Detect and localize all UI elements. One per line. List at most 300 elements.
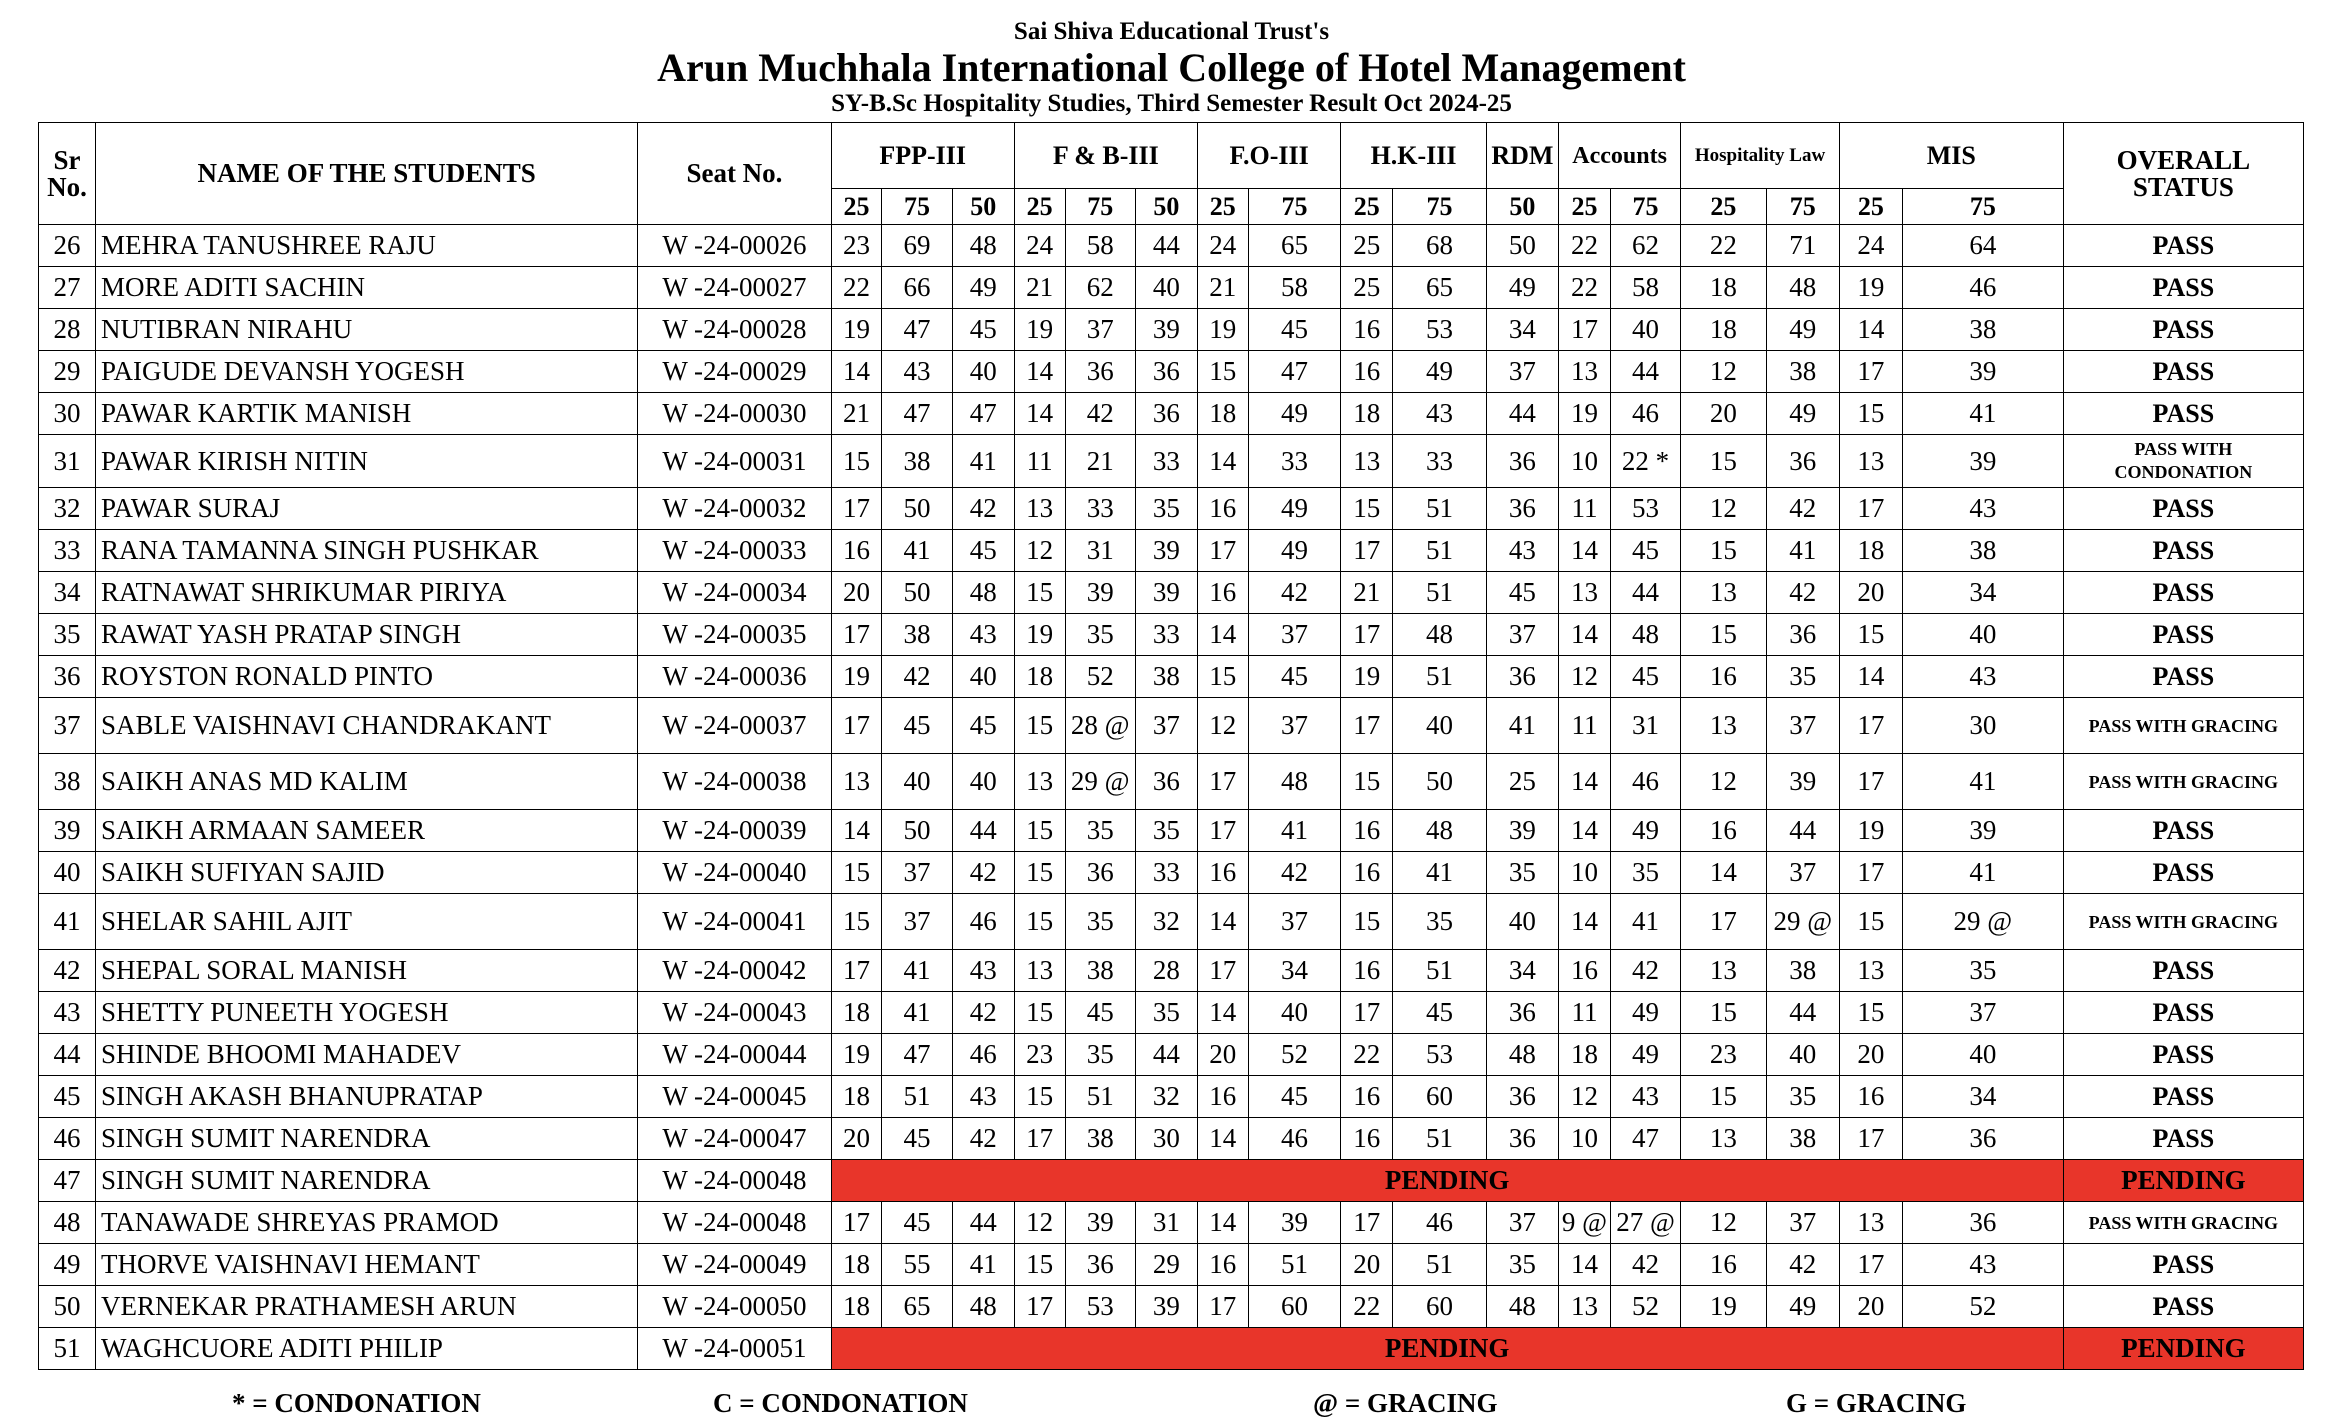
mark-cell: 49 xyxy=(1248,530,1341,572)
max-marks-cell: 75 xyxy=(882,189,952,225)
mark-cell: 39 xyxy=(1486,810,1558,852)
mark-cell: 16 xyxy=(831,530,882,572)
mark-cell: 17 xyxy=(1839,1244,1902,1286)
sr-no-cell: 37 xyxy=(39,698,96,754)
table-row xyxy=(39,754,2304,810)
max-marks-cell: 25 xyxy=(1681,189,1766,225)
mark-cell: 52 xyxy=(1902,1286,2063,1328)
mark-cell: 42 xyxy=(952,488,1014,530)
mark-cell: 11 xyxy=(1014,435,1065,488)
seat-no-cell: W -24-00037 xyxy=(638,698,831,754)
mark-cell: 22 xyxy=(1559,225,1611,267)
mark-cell: 29 @ xyxy=(1766,894,1839,950)
mark-cell: 33 xyxy=(1393,435,1487,488)
legend-item: G = GRACING xyxy=(1786,1388,1967,1418)
mark-cell: 48 xyxy=(1486,1286,1558,1328)
mark-cell: 41 xyxy=(1902,393,2063,435)
trust-name: Sai Shiva Educational Trust's xyxy=(1013,18,1330,45)
student-name-cell: PAWAR SURAJ xyxy=(95,488,637,530)
mark-cell: 14 xyxy=(1197,1118,1248,1160)
mark-cell: 18 xyxy=(1341,393,1393,435)
mark-cell: 38 xyxy=(1902,530,2063,572)
mark-cell: 43 xyxy=(1393,393,1487,435)
mark-cell: 49 xyxy=(1248,488,1341,530)
table-row xyxy=(39,1160,2304,1202)
mark-cell: 15 xyxy=(1681,1076,1766,1118)
table-row xyxy=(39,1118,2304,1160)
mark-cell: 16 xyxy=(1197,1076,1248,1118)
mark-cell: 9 @ xyxy=(1559,1202,1611,1244)
mark-cell: 45 xyxy=(1486,572,1558,614)
mark-cell: 53 xyxy=(1393,1034,1487,1076)
mark-cell: 36 xyxy=(1486,488,1558,530)
mark-cell: 44 xyxy=(1766,992,1839,1034)
mark-cell: 20 xyxy=(1839,1034,1902,1076)
mark-cell: 18 xyxy=(1197,393,1248,435)
mark-cell: 32 xyxy=(1135,1076,1197,1118)
table-row xyxy=(39,950,2304,992)
mark-cell: 41 xyxy=(1902,852,2063,894)
student-name-cell: THORVE VAISHNAVI HEMANT xyxy=(95,1244,637,1286)
mark-cell: 39 xyxy=(1135,572,1197,614)
mark-cell: 36 xyxy=(1135,754,1197,810)
seat-no-cell: W -24-00033 xyxy=(638,530,831,572)
mark-cell: 51 xyxy=(1393,530,1487,572)
sr-no-cell: 29 xyxy=(39,351,96,393)
sr-no-header: Sr No. xyxy=(39,123,96,225)
sr-no-cell: 42 xyxy=(39,950,96,992)
mark-cell: 33 xyxy=(1135,852,1197,894)
mark-cell: 37 xyxy=(1486,1202,1558,1244)
mark-cell: 24 xyxy=(1197,225,1248,267)
mark-cell: 17 xyxy=(1839,351,1902,393)
mark-cell: 30 xyxy=(1902,698,2063,754)
mark-cell: 40 xyxy=(1766,1034,1839,1076)
mark-cell: 37 xyxy=(1902,992,2063,1034)
mark-cell: 17 xyxy=(1839,488,1902,530)
mark-cell: 39 xyxy=(1135,309,1197,351)
mark-cell: 38 xyxy=(1902,309,2063,351)
mark-cell: 21 xyxy=(1197,267,1248,309)
seat-no-cell: W -24-00028 xyxy=(638,309,831,351)
mark-cell: 47 xyxy=(1610,1118,1680,1160)
mark-cell: 49 xyxy=(1393,351,1487,393)
seat-no-cell: W -24-00026 xyxy=(638,225,831,267)
seat-no-cell: W -24-00035 xyxy=(638,614,831,656)
max-marks-cell: 75 xyxy=(1610,189,1680,225)
mark-cell: 15 xyxy=(1839,992,1902,1034)
max-marks-cell: 25 xyxy=(1839,189,1902,225)
sr-no-cell: 36 xyxy=(39,656,96,698)
mark-cell: 37 xyxy=(1766,698,1839,754)
mark-cell: 32 xyxy=(1135,894,1197,950)
mark-cell: 33 xyxy=(1135,435,1197,488)
mark-cell: 69 xyxy=(882,225,952,267)
max-marks-cell: 75 xyxy=(1766,189,1839,225)
mark-cell: 12 xyxy=(1559,1076,1611,1118)
mark-cell: 15 xyxy=(1681,530,1766,572)
mark-cell: 35 xyxy=(1135,810,1197,852)
mark-cell: 51 xyxy=(1393,656,1487,698)
mark-cell: 37 xyxy=(1248,698,1341,754)
mark-cell: 49 xyxy=(1610,810,1680,852)
mark-cell: 38 xyxy=(1065,950,1135,992)
seat-no-cell: W -24-00034 xyxy=(638,572,831,614)
sr-no-cell: 45 xyxy=(39,1076,96,1118)
mark-cell: 14 xyxy=(1559,810,1611,852)
mark-cell: 28 xyxy=(1135,950,1197,992)
mark-cell: 19 xyxy=(831,309,882,351)
mark-cell: 15 xyxy=(1341,754,1393,810)
table-row xyxy=(39,435,2304,488)
mark-cell: 60 xyxy=(1393,1286,1487,1328)
mark-cell: 29 @ xyxy=(1902,894,2063,950)
mark-cell: 37 xyxy=(1248,614,1341,656)
mark-cell: 58 xyxy=(1610,267,1680,309)
mark-cell: 14 xyxy=(1197,435,1248,488)
status-cell: PASS xyxy=(2063,393,2303,435)
status-cell: PASS xyxy=(2063,992,2303,1034)
mark-cell: 60 xyxy=(1393,1076,1487,1118)
mark-cell: 17 xyxy=(1341,614,1393,656)
mark-cell: 35 xyxy=(1393,894,1487,950)
mark-cell: 40 xyxy=(1902,1034,2063,1076)
mark-cell: 41 xyxy=(882,992,952,1034)
mark-cell: 14 xyxy=(1197,1202,1248,1244)
max-marks-cell: 75 xyxy=(1248,189,1341,225)
table-row xyxy=(39,225,2304,267)
mark-cell: 14 xyxy=(1014,393,1065,435)
mark-cell: 19 xyxy=(1839,810,1902,852)
mark-cell: 15 xyxy=(1014,992,1065,1034)
mark-cell: 40 xyxy=(952,351,1014,393)
subject-fb-header: F & B-III xyxy=(1014,123,1197,189)
max-marks-cell: 25 xyxy=(1014,189,1065,225)
mark-cell: 36 xyxy=(1486,435,1558,488)
mark-cell: 65 xyxy=(1248,225,1341,267)
sr-no-cell: 46 xyxy=(39,1118,96,1160)
mark-cell: 35 xyxy=(1486,852,1558,894)
mark-cell: 41 xyxy=(1393,852,1487,894)
mark-cell: 14 xyxy=(1197,614,1248,656)
mark-cell: 36 xyxy=(1486,656,1558,698)
mark-cell: 20 xyxy=(1341,1244,1393,1286)
status-cell: PASS xyxy=(2063,225,2303,267)
mark-cell: 17 xyxy=(1839,1118,1902,1160)
mark-cell: 36 xyxy=(1065,351,1135,393)
subject-hospitality-law-header: Hospitality Law xyxy=(1681,123,1840,189)
mark-cell: 23 xyxy=(831,225,882,267)
mark-cell: 49 xyxy=(1766,393,1839,435)
mark-cell: 51 xyxy=(1393,488,1487,530)
mark-cell: 48 xyxy=(1486,1034,1558,1076)
mark-cell: 35 xyxy=(1065,894,1135,950)
mark-cell: 50 xyxy=(882,572,952,614)
mark-cell: 10 xyxy=(1559,1118,1611,1160)
table-row xyxy=(39,810,2304,852)
mark-cell: 12 xyxy=(1014,1202,1065,1244)
mark-cell: 51 xyxy=(1393,950,1487,992)
mark-cell: 18 xyxy=(1681,309,1766,351)
student-name-cell: MEHRA TANUSHREE RAJU xyxy=(95,225,637,267)
table-row xyxy=(39,1034,2304,1076)
sr-no-cell: 47 xyxy=(39,1160,96,1202)
mark-cell: 43 xyxy=(952,614,1014,656)
mark-cell: 18 xyxy=(831,1244,882,1286)
max-marks-cell: 75 xyxy=(1902,189,2063,225)
status-cell: PASS xyxy=(2063,267,2303,309)
max-marks-cell: 50 xyxy=(1486,189,1558,225)
header-row-subjects xyxy=(39,123,2304,189)
mark-cell: 50 xyxy=(882,488,952,530)
sr-no-cell: 30 xyxy=(39,393,96,435)
mark-cell: 24 xyxy=(1839,225,1902,267)
mark-cell: 14 xyxy=(831,351,882,393)
mark-cell: 13 xyxy=(831,754,882,810)
mark-cell: 15 xyxy=(1014,1076,1065,1118)
mark-cell: 17 xyxy=(831,614,882,656)
mark-cell: 16 xyxy=(1197,488,1248,530)
mark-cell: 16 xyxy=(1341,309,1393,351)
student-name-cell: RANA TAMANNA SINGH PUSHKAR xyxy=(95,530,637,572)
mark-cell: 40 xyxy=(1393,698,1487,754)
mark-cell: 23 xyxy=(1014,1034,1065,1076)
mark-cell: 16 xyxy=(1197,572,1248,614)
mark-cell: 38 xyxy=(1766,351,1839,393)
mark-cell: 36 xyxy=(1486,1118,1558,1160)
mark-cell: 38 xyxy=(1135,656,1197,698)
max-marks-cell: 25 xyxy=(831,189,882,225)
mark-cell: 17 xyxy=(1681,894,1766,950)
mark-cell: 43 xyxy=(1902,656,2063,698)
table-row xyxy=(39,852,2304,894)
mark-cell: 10 xyxy=(1559,435,1611,488)
mark-cell: 53 xyxy=(1393,309,1487,351)
mark-cell: 17 xyxy=(1014,1286,1065,1328)
table-row xyxy=(39,656,2304,698)
mark-cell: 38 xyxy=(1766,1118,1839,1160)
mark-cell: 42 xyxy=(882,656,952,698)
mark-cell: 51 xyxy=(1393,1118,1487,1160)
mark-cell: 15 xyxy=(1681,614,1766,656)
mark-cell: 15 xyxy=(1341,488,1393,530)
student-name-cell: VERNEKAR PRATHAMESH ARUN xyxy=(95,1286,637,1328)
max-marks-cell: 75 xyxy=(1393,189,1487,225)
mark-cell: 40 xyxy=(1610,309,1680,351)
mark-cell: 20 xyxy=(1681,393,1766,435)
mark-cell: 17 xyxy=(1341,698,1393,754)
seat-no-cell: W -24-00042 xyxy=(638,950,831,992)
student-name-cell: SHINDE BHOOMI MAHADEV xyxy=(95,1034,637,1076)
mark-cell: 40 xyxy=(1135,267,1197,309)
table-row xyxy=(39,393,2304,435)
seat-no-cell: W -24-00048 xyxy=(638,1202,831,1244)
mark-cell: 43 xyxy=(1486,530,1558,572)
student-name-cell: SAIKH SUFIYAN SAJID xyxy=(95,852,637,894)
mark-cell: 36 xyxy=(1486,1076,1558,1118)
mark-cell: 31 xyxy=(1610,698,1680,754)
student-name-cell: SINGH SUMIT NARENDRA xyxy=(95,1160,637,1202)
table-row xyxy=(39,530,2304,572)
mark-cell: 41 xyxy=(1610,894,1680,950)
subject-hk-header: H.K-III xyxy=(1341,123,1486,189)
mark-cell: 41 xyxy=(952,1244,1014,1286)
table-row xyxy=(39,309,2304,351)
mark-cell: 37 xyxy=(1766,852,1839,894)
mark-cell: 15 xyxy=(1839,894,1902,950)
mark-cell: 15 xyxy=(1197,351,1248,393)
mark-cell: 37 xyxy=(1766,1202,1839,1244)
mark-cell: 17 xyxy=(1197,950,1248,992)
table-row xyxy=(39,351,2304,393)
seat-no-header: Seat No. xyxy=(638,123,831,225)
mark-cell: 45 xyxy=(882,1202,952,1244)
mark-cell: 52 xyxy=(1248,1034,1341,1076)
table-row xyxy=(39,1202,2304,1244)
status-cell: PASS xyxy=(2063,656,2303,698)
status-cell: PASS WITH GRACING xyxy=(2063,1202,2303,1244)
sr-no-cell: 31 xyxy=(39,435,96,488)
sr-no-cell: 35 xyxy=(39,614,96,656)
mark-cell: 34 xyxy=(1248,950,1341,992)
mark-cell: 20 xyxy=(1197,1034,1248,1076)
seat-no-cell: W -24-00041 xyxy=(638,894,831,950)
mark-cell: 30 xyxy=(1135,1118,1197,1160)
pending-cell: PENDING xyxy=(831,1328,2063,1370)
mark-cell: 13 xyxy=(1681,698,1766,754)
mark-cell: 13 xyxy=(1559,572,1611,614)
status-cell: PASS xyxy=(2063,810,2303,852)
mark-cell: 37 xyxy=(1248,894,1341,950)
mark-cell: 14 xyxy=(1197,992,1248,1034)
mark-cell: 52 xyxy=(1065,656,1135,698)
mark-cell: 45 xyxy=(882,698,952,754)
mark-cell: 11 xyxy=(1559,698,1611,754)
mark-cell: 51 xyxy=(1393,572,1487,614)
table-row xyxy=(39,267,2304,309)
mark-cell: 23 xyxy=(1681,1034,1766,1076)
mark-cell: 12 xyxy=(1197,698,1248,754)
mark-cell: 17 xyxy=(1341,992,1393,1034)
mark-cell: 15 xyxy=(1014,1244,1065,1286)
mark-cell: 16 xyxy=(1681,656,1766,698)
mark-cell: 39 xyxy=(1902,351,2063,393)
mark-cell: 47 xyxy=(882,309,952,351)
mark-cell: 39 xyxy=(1902,810,2063,852)
subject-mis-header: MIS xyxy=(1839,123,2063,189)
mark-cell: 25 xyxy=(1486,754,1558,810)
mark-cell: 19 xyxy=(1197,309,1248,351)
mark-cell: 21 xyxy=(1014,267,1065,309)
max-marks-cell: 25 xyxy=(1197,189,1248,225)
status-cell: PASS xyxy=(2063,351,2303,393)
mark-cell: 45 xyxy=(1248,1076,1341,1118)
mark-cell: 68 xyxy=(1393,225,1487,267)
status-cell: PASS WITH GRACING xyxy=(2063,698,2303,754)
status-cell: PASS xyxy=(2063,572,2303,614)
mark-cell: 44 xyxy=(1766,810,1839,852)
subject-fo-header: F.O-III xyxy=(1197,123,1340,189)
max-marks-cell: 25 xyxy=(1559,189,1611,225)
mark-cell: 16 xyxy=(1341,351,1393,393)
mark-cell: 42 xyxy=(1248,852,1341,894)
results-table xyxy=(38,122,2304,1370)
mark-cell: 14 xyxy=(1559,894,1611,950)
status-cell: PASS xyxy=(2063,309,2303,351)
mark-cell: 27 @ xyxy=(1610,1202,1680,1244)
mark-cell: 34 xyxy=(1486,950,1558,992)
mark-cell: 38 xyxy=(882,435,952,488)
mark-cell: 39 xyxy=(1248,1202,1341,1244)
mark-cell: 22 xyxy=(1341,1034,1393,1076)
mark-cell: 42 xyxy=(952,1118,1014,1160)
mark-cell: 29 @ xyxy=(1065,754,1135,810)
student-name-cell: TANAWADE SHREYAS PRAMOD xyxy=(95,1202,637,1244)
mark-cell: 46 xyxy=(952,1034,1014,1076)
legend-item: @ = GRACING xyxy=(1313,1388,1498,1418)
mark-cell: 38 xyxy=(1065,1118,1135,1160)
status-cell: PASS xyxy=(2063,950,2303,992)
status-cell: PASS xyxy=(2063,1286,2303,1328)
mark-cell: 40 xyxy=(882,754,952,810)
overall-status-header: OVERALL STATUS xyxy=(2063,123,2303,225)
mark-cell: 15 xyxy=(1014,698,1065,754)
mark-cell: 34 xyxy=(1902,572,2063,614)
mark-cell: 39 xyxy=(1065,572,1135,614)
student-name-cell: SINGH SUMIT NARENDRA xyxy=(95,1118,637,1160)
seat-no-cell: W -24-00044 xyxy=(638,1034,831,1076)
mark-cell: 42 xyxy=(1766,572,1839,614)
mark-cell: 15 xyxy=(1014,572,1065,614)
student-name-cell: SAIKH ARMAAN SAMEER xyxy=(95,810,637,852)
mark-cell: 41 xyxy=(1248,810,1341,852)
mark-cell: 10 xyxy=(1559,852,1611,894)
mark-cell: 35 xyxy=(1135,992,1197,1034)
mark-cell: 14 xyxy=(1559,1244,1611,1286)
mark-cell: 37 xyxy=(1486,614,1558,656)
seat-no-cell: W -24-00040 xyxy=(638,852,831,894)
mark-cell: 35 xyxy=(1065,810,1135,852)
mark-cell: 58 xyxy=(1248,267,1341,309)
status-cell: PASS WITH GRACING xyxy=(2063,894,2303,950)
mark-cell: 45 xyxy=(952,309,1014,351)
mark-cell: 53 xyxy=(1610,488,1680,530)
mark-cell: 15 xyxy=(1839,614,1902,656)
table-row xyxy=(39,614,2304,656)
mark-cell: 18 xyxy=(831,992,882,1034)
student-name-cell: RAWAT YASH PRATAP SINGH xyxy=(95,614,637,656)
mark-cell: 50 xyxy=(882,810,952,852)
sr-no-cell: 49 xyxy=(39,1244,96,1286)
seat-no-cell: W -24-00030 xyxy=(638,393,831,435)
seat-no-cell: W -24-00047 xyxy=(638,1118,831,1160)
mark-cell: 44 xyxy=(1135,1034,1197,1076)
mark-cell: 46 xyxy=(1248,1118,1341,1160)
mark-cell: 43 xyxy=(952,1076,1014,1118)
mark-cell: 13 xyxy=(1839,950,1902,992)
mark-cell: 33 xyxy=(1135,614,1197,656)
mark-cell: 18 xyxy=(831,1286,882,1328)
sr-no-cell: 26 xyxy=(39,225,96,267)
mark-cell: 19 xyxy=(1014,309,1065,351)
status-cell: PASS xyxy=(2063,530,2303,572)
mark-cell: 19 xyxy=(831,1034,882,1076)
results-body xyxy=(39,225,2304,1370)
mark-cell: 12 xyxy=(1014,530,1065,572)
mark-cell: 13 xyxy=(1014,754,1065,810)
mark-cell: 36 xyxy=(1766,435,1839,488)
sr-no-cell: 32 xyxy=(39,488,96,530)
